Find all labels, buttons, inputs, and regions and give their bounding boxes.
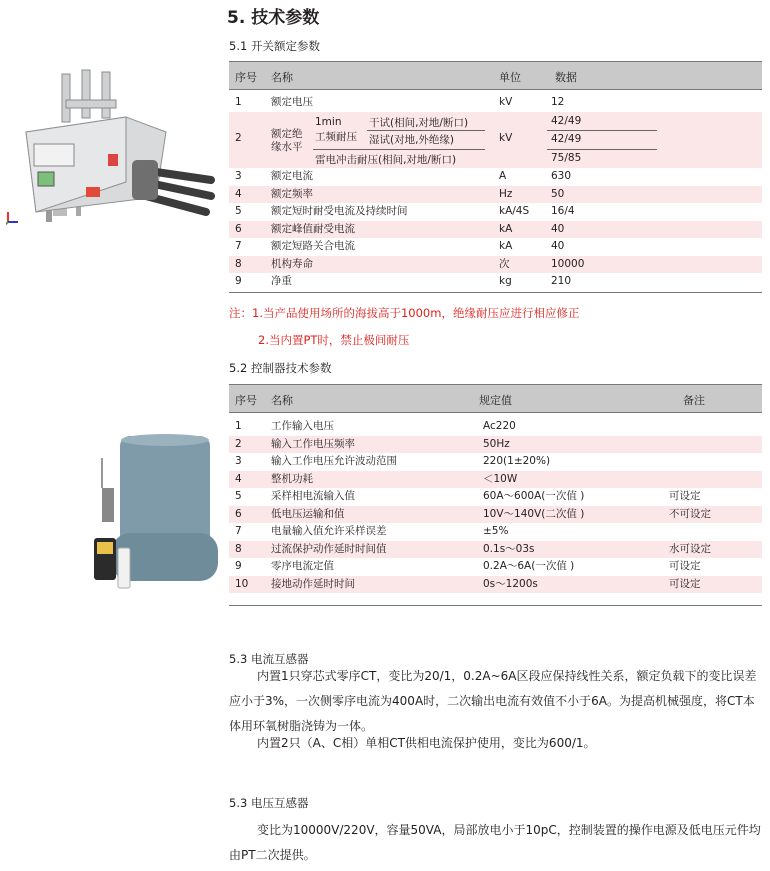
col-name: 名称 — [271, 71, 293, 84]
subsection-title-5-1: 5.1 开关额定参数 — [229, 39, 320, 53]
table-row: 2 输入工作电压频率 50Hz — [229, 436, 762, 454]
col-unit: 单位 — [499, 71, 521, 84]
table-row: 6 低电压运输和值 10V～140V(二次值 ) 不可设定 — [229, 506, 762, 524]
table-row: 3 额定电流 A 630 — [235, 170, 572, 182]
ct-paragraph-1: 内置1只穿芯式零序CT，变比为20/1，0.2A~6A区段应保持线性关系，额定负载下的变比误差应小于3%，一次侧零序电流为400A时，二次输出电流有效值不小于6A。为提高机械强度，将CT本体用环氧树脂浇铸为一体。 — [229, 669, 757, 733]
table-row: 7 电量输入值允许采样误差 ±5% — [235, 525, 509, 537]
controller-image — [92, 428, 232, 604]
table-row: 8 过流保护动作延时时间值 0.1s～03s 水可设定 — [229, 541, 762, 559]
table-row: 1 工作输入电压 Ac220 — [235, 420, 516, 432]
col-no: 序号 — [235, 71, 257, 84]
note-1: 注：1.当产品使用场所的海拔高于1000m，绝缘耐压应进行相应修正 — [229, 306, 580, 320]
table-row: 4 整机功耗 ＜10W — [229, 471, 762, 489]
switch-params-table — [229, 61, 762, 293]
table-header: 序号 名称 规定值 备注 — [229, 385, 762, 413]
ct-paragraph-2: 内置2只（A、C相）单相CT供相电流保护使用，变比为600/1。 — [257, 736, 596, 750]
section-title: 5. 技术参数 — [227, 8, 320, 28]
pt-paragraph: 变比为10000V/220V，容量50VA，局部放电小于10pC，控制装置的操作电源及低电压元件均由PT二次提供。 — [229, 823, 761, 862]
table-row: 3 输入工作电压允许波动范围 220(1±20%) — [235, 455, 551, 467]
table-row: 1 额定电压 kV 12 — [235, 96, 565, 108]
table-row: 5 采样相电流输入值 60A～600A(一次值 ) 可设定 — [235, 490, 701, 502]
subsection-title-5-3-ct: 5.3 电流互感器 — [229, 652, 309, 666]
controller-params-table — [229, 384, 762, 606]
table-header — [229, 62, 762, 90]
col-data: 数据 — [555, 71, 577, 84]
table-row: 7 额定短路关合电流 kA 40 — [235, 240, 565, 252]
table-row: 9 净重 kg 210 — [235, 275, 572, 287]
table-row: 10 接地动作延时时间 0s～1200s 可设定 — [229, 576, 762, 594]
table-row: 6 额定峰值耐受电流 kA 40 — [229, 221, 762, 239]
subsection-title-5-3-pt: 5.3 电压互感器 — [229, 796, 309, 810]
table-row: 9 零序电流定值 0.2A～6A(一次值 ) 可设定 — [235, 560, 701, 572]
table-row: 4 额定频率 Hz 50 — [229, 186, 762, 204]
note-2: 2.当内置PT时，禁止极间耐压 — [258, 333, 410, 347]
table-row-insulation: 2 额定绝 缘水平 1min 工频耐压 干试(相间,对地/断口) 湿试(对地,外绝缘) 雷电冲击耐压(相间,对地/断口) kV 42/49 42/49 75/85 — [229, 112, 762, 168]
table-row: 5 额定短时耐受电流及持续时间 kA/4S 16/4 — [235, 205, 575, 217]
breaker-image — [6, 62, 228, 240]
subsection-title-5-2: 5.2 控制器技术参数 — [229, 361, 332, 375]
table-row: 8 机构寿命 次 10000 — [229, 256, 762, 274]
